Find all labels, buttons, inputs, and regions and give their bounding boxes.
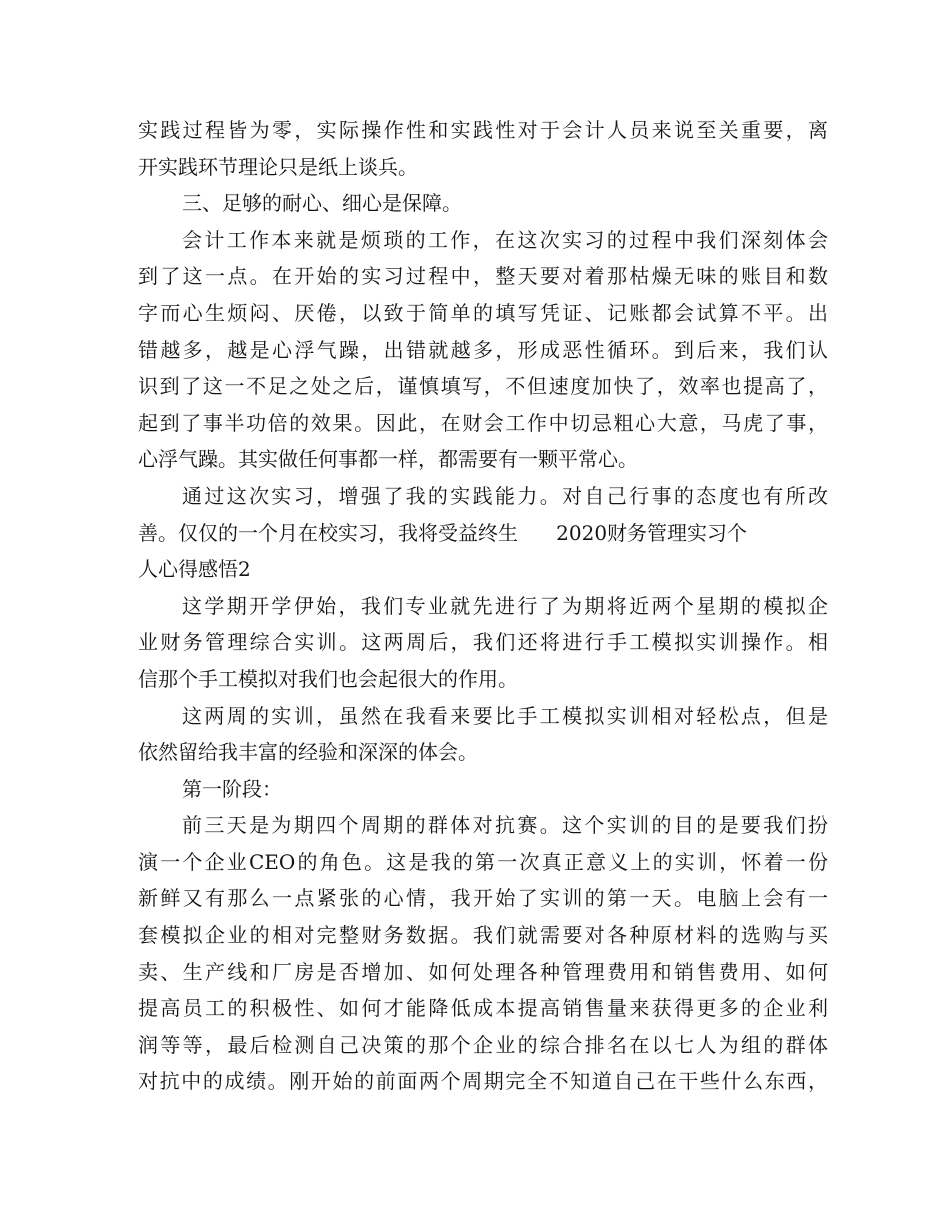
- text-line: 润等等，最后检测自己决策的那个企业的综合排名在以七人为组的群体: [138, 1032, 828, 1057]
- text-line: 通过这次实习，增强了我的实践能力。对自己行事的态度也有所改: [182, 483, 828, 508]
- text-line: 识到了这一不足之处之后，谨慎填写，不但速度加快了，效率也提高了，: [138, 374, 828, 399]
- text-line: 套模拟企业的相对完整财务数据。我们就需要对各种原材料的选购与买: [138, 923, 828, 948]
- text-line: 字而心生烦闷、厌倦，以致于简单的填写凭证、记账都会试算不平。出: [138, 300, 828, 325]
- text-line: 提高员工的积极性、如何才能降低成本提高销售量来获得更多的企业利: [138, 996, 828, 1021]
- text-line: 业财务管理综合实训。这两周后，我们还将进行手工模拟实训操作。相: [138, 630, 828, 655]
- text-line: 心浮气躁。其实做任何事都一样，都需要有一颗平常心。: [138, 447, 638, 472]
- body-text: [138, 112, 828, 1100]
- text-line: 人心得感悟2: [138, 557, 251, 582]
- text-line: 到了这一点。在开始的实习过程中，整天要对着那枯燥无味的账目和数: [138, 264, 828, 289]
- section-heading: 第一阶段：: [182, 776, 282, 801]
- section-heading: 三、足够的耐心、细心是保障。: [182, 191, 462, 216]
- text-line: 信那个手工模拟对我们也会起很大的作用。: [138, 666, 518, 691]
- text-line: 演一个企业CEO的角色。这是我的第一次真正意义上的实训，怀着一份: [138, 849, 828, 874]
- text-line: 这学期开学伊始，我们专业就先进行了为期将近两个星期的模拟企: [182, 593, 828, 618]
- text-line: 这两周的实训，虽然在我看来要比手工模拟实训相对轻松点，但是: [182, 703, 828, 728]
- text-line: 前三天是为期四个周期的群体对抗赛。这个实训的目的是要我们扮: [182, 813, 828, 838]
- text-line: 起到了事半功倍的效果。因此，在财会工作中切忌粗心大意，马虎了事，: [138, 410, 828, 435]
- text-line: 新鲜又有那么一点紧张的心情，我开始了实训的第一天。电脑上会有一: [138, 886, 828, 911]
- text-line: 开实践环节理论只是纸上谈兵。: [138, 154, 418, 179]
- text-line: 错越多，越是心浮气躁，出错就越多，形成恶性循环。到后来，我们认: [138, 337, 828, 362]
- text-line: 会计工作本来就是烦琐的工作，在这次实习的过程中我们深刻体会: [182, 227, 828, 252]
- text-line: 卖、生产线和厂房是否增加、如何处理各种管理费用和销售费用、如何: [138, 959, 828, 984]
- text-line: 实践过程皆为零，实际操作性和实践性对于会计人员来说至关重要，离: [138, 118, 828, 142]
- text-line: 依然留给我丰富的经验和深深的体会。: [138, 740, 478, 765]
- text-line: 对抗中的成绩。刚开始的前面两个周期完全不知道自己在干些什么东西，: [138, 1069, 828, 1094]
- text-line: 善。仅仅的一个月在校实习，我将受益终生 2020财务管理实习个: [138, 520, 748, 545]
